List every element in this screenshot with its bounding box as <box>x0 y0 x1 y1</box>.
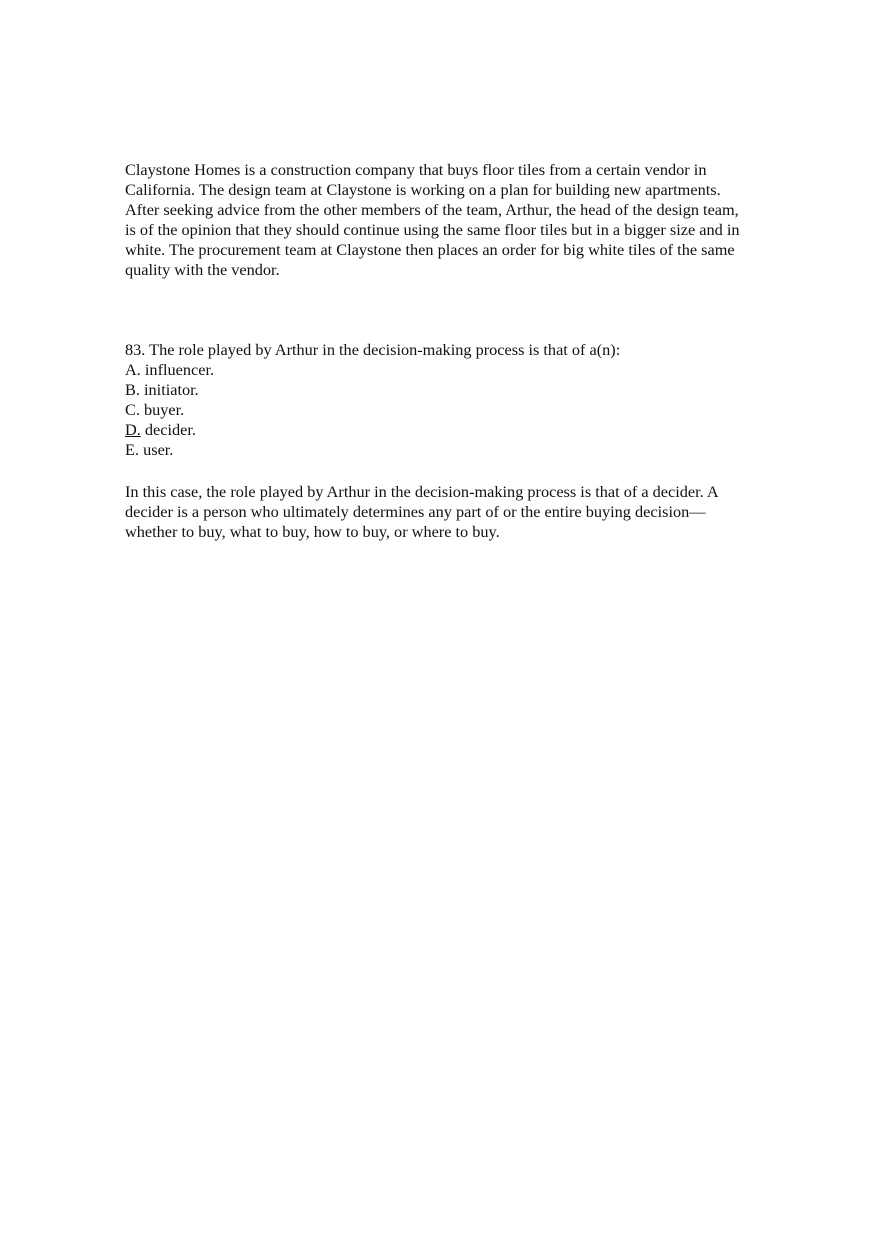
option-letter-correct: D. <box>125 420 141 439</box>
answer-option-c <box>125 400 785 420</box>
answer-option-a <box>125 360 785 380</box>
question-block <box>125 340 785 460</box>
explanation-line: decider is a person who ultimately determines any part of or the entire buying decision— <box>125 502 706 521</box>
option-text: user. <box>139 440 174 459</box>
passage-line: quality with the vendor. <box>125 260 280 279</box>
answer-explanation <box>125 482 775 542</box>
explanation-line: whether to buy, what to buy, how to buy, or where to buy. <box>125 522 500 541</box>
option-letter: B. <box>125 380 140 399</box>
option-text: buyer. <box>139 400 185 419</box>
case-passage <box>125 160 785 280</box>
passage-line: is of the opinion that they should continue using the same floor tiles but in a bigger size and in <box>125 220 740 239</box>
passage-line: Claystone Homes is a construction company that buys floor tiles from a certain vendor in <box>125 160 707 179</box>
passage-line: After seeking advice from the other members of the team, Arthur, the head of the design team, <box>125 200 739 219</box>
option-letter: C. <box>125 400 140 419</box>
option-letter: E. <box>125 440 140 459</box>
option-text: influencer. <box>140 360 215 379</box>
option-letter: A. <box>125 360 141 379</box>
explanation-line: In this case, the role played by Arthur in the decision-making process is that of a decider. A <box>125 482 719 501</box>
option-text: initiator. <box>139 380 199 399</box>
answer-option-b <box>125 380 785 400</box>
passage-line: California. The design team at Claystone is working on a plan for building new apartments. <box>125 180 721 199</box>
option-text: decider. <box>140 420 196 439</box>
question-stem: 83. The role played by Arthur in the decision-making process is that of a(n): <box>125 340 621 359</box>
answer-option-e <box>125 440 785 460</box>
answer-option-d <box>125 420 785 440</box>
passage-line: white. The procurement team at Claystone then places an order for big white tiles of the same <box>125 240 735 259</box>
